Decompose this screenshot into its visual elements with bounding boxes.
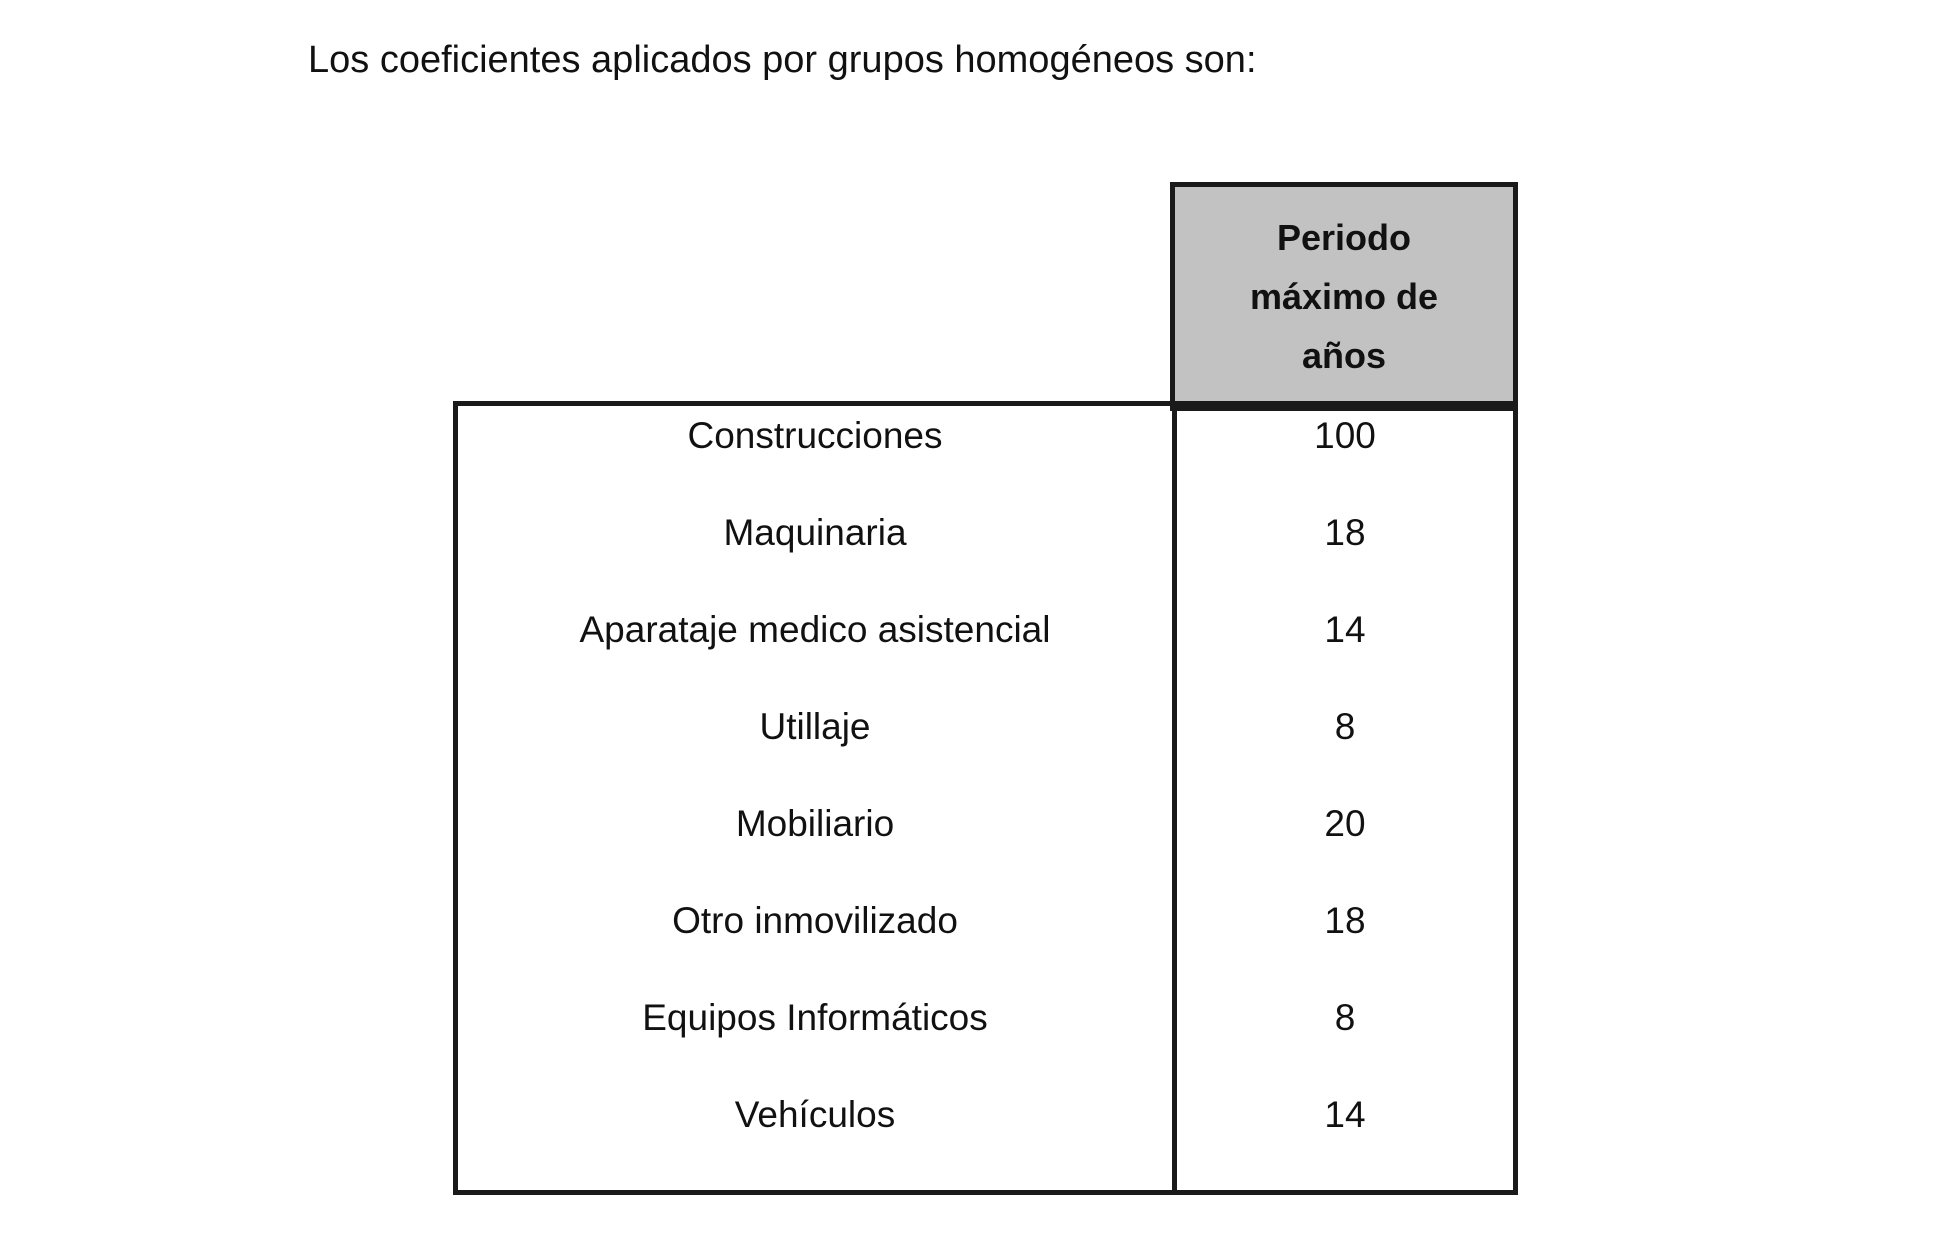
category-cell: Vehículos xyxy=(734,1094,896,1135)
table-header-label: Periodo máximo de años xyxy=(1249,217,1439,376)
category-cell: Otro inmovilizado xyxy=(672,900,958,941)
years-cell: 20 xyxy=(1324,803,1366,844)
coefficients-table xyxy=(453,401,1518,1195)
table-row xyxy=(458,600,1513,697)
table-row xyxy=(458,988,1513,1085)
category-cell: Equipos Informáticos xyxy=(642,997,988,1038)
years-cell: 8 xyxy=(1334,706,1356,747)
years-cell: 100 xyxy=(1314,415,1376,456)
years-cell: 14 xyxy=(1324,609,1366,650)
category-cell: Utillaje xyxy=(759,706,871,747)
table-row xyxy=(458,891,1513,988)
category-cell: Mobiliario xyxy=(735,803,895,844)
intro-text: Los coeficientes aplicados por grupos homogéneos son: xyxy=(308,39,1257,81)
category-cell: Construcciones xyxy=(687,415,943,456)
table-row xyxy=(458,1085,1513,1182)
table-row xyxy=(458,406,1513,503)
table-row xyxy=(458,794,1513,891)
table-row xyxy=(458,503,1513,600)
category-cell: Aparataje medico asistencial xyxy=(579,609,1051,650)
years-cell: 14 xyxy=(1324,1094,1366,1135)
years-cell: 18 xyxy=(1324,512,1366,553)
years-cell: 18 xyxy=(1324,900,1366,941)
years-cell: 8 xyxy=(1334,997,1356,1038)
category-cell: Maquinaria xyxy=(723,512,907,553)
table-row xyxy=(458,697,1513,794)
table-header-years xyxy=(1170,182,1518,411)
